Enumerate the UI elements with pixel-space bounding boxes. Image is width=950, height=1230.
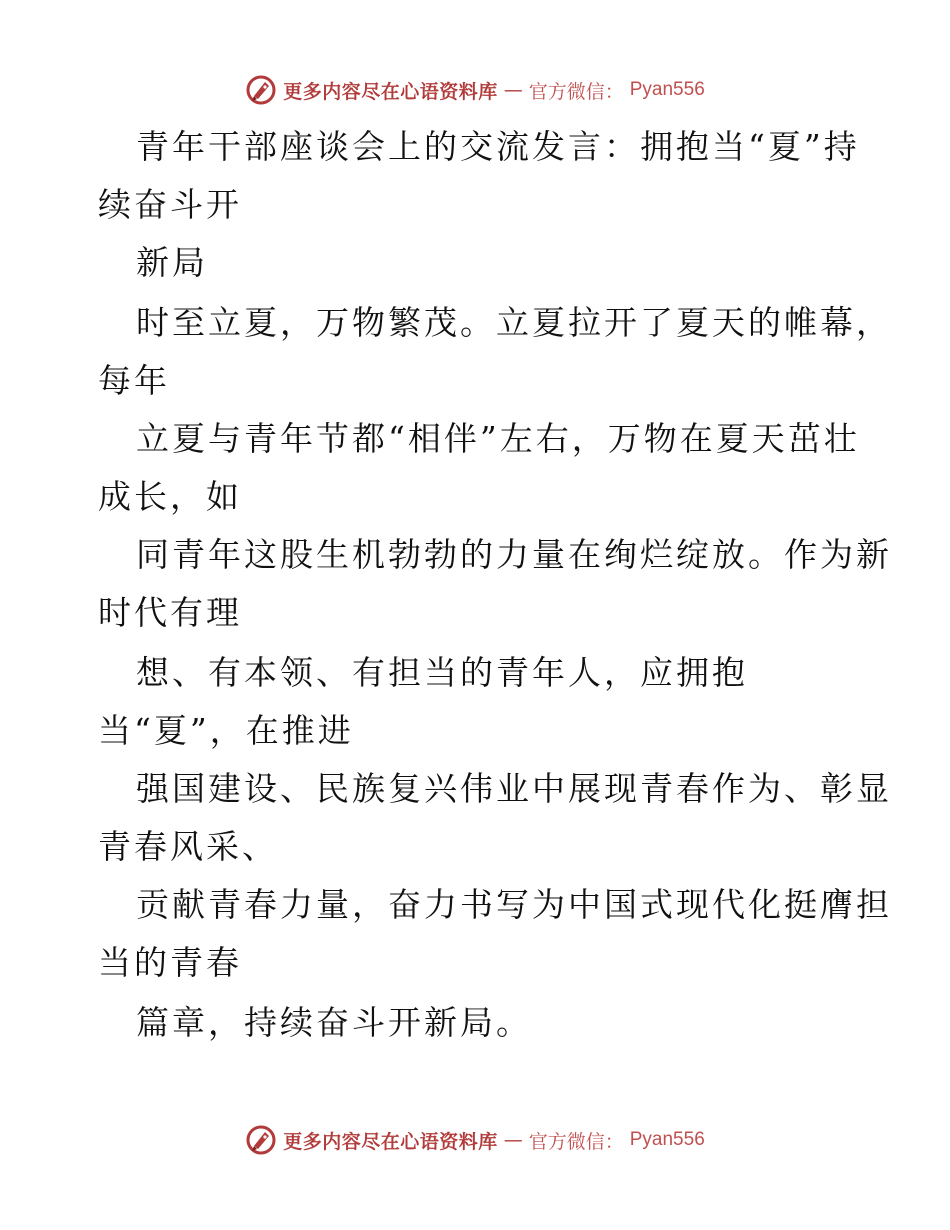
pen-nib-logo-icon	[245, 1124, 277, 1156]
pen-nib-logo-icon	[245, 74, 277, 106]
header-banner	[0, 70, 950, 110]
body-line: 续奋斗开	[98, 185, 242, 224]
body-line: 强国建设、民族复兴伟业中展现青春作为、彰显	[136, 769, 892, 808]
body-line: 同青年这股生机勃勃的力量在绚烂绽放。作为新	[136, 535, 892, 574]
banner-wechat-label: 官方微信：	[528, 1130, 624, 1153]
banner-separator: —	[503, 79, 523, 101]
banner-wechat-label: 官方微信：	[528, 80, 624, 103]
banner-separator: —	[503, 1129, 523, 1151]
banner-promo-text: 更多内容尽在心语资料库	[283, 1130, 498, 1153]
body-line: 青年干部座谈会上的交流发言：拥抱当“夏”持	[136, 127, 860, 166]
body-line: 每年	[98, 361, 170, 400]
body-line: 青春风采、	[98, 827, 278, 866]
body-line: 当“夏”，在推进	[98, 711, 354, 750]
body-line: 想、有本领、有担当的青年人，应拥抱	[136, 653, 748, 692]
banner-promo-text: 更多内容尽在心语资料库	[283, 80, 498, 103]
body-line: 时代有理	[98, 593, 242, 632]
footer-banner	[0, 1120, 950, 1160]
body-line: 当的青春	[98, 943, 242, 982]
body-line: 时至立夏，万物繁茂。立夏拉开了夏天的帷幕，	[136, 303, 892, 342]
banner-wechat-id: Pyan556	[629, 1129, 705, 1150]
banner-wechat-id: Pyan556	[629, 79, 705, 100]
body-line: 篇章，持续奋斗开新局。	[136, 1003, 532, 1042]
body-line: 成长，如	[98, 477, 242, 516]
body-line: 新局	[136, 243, 208, 282]
body-line: 立夏与青年节都“相伴”左右，万物在夏天茁壮	[136, 419, 860, 458]
body-line: 贡献青春力量，奋力书写为中国式现代化挺膺担	[136, 885, 892, 924]
